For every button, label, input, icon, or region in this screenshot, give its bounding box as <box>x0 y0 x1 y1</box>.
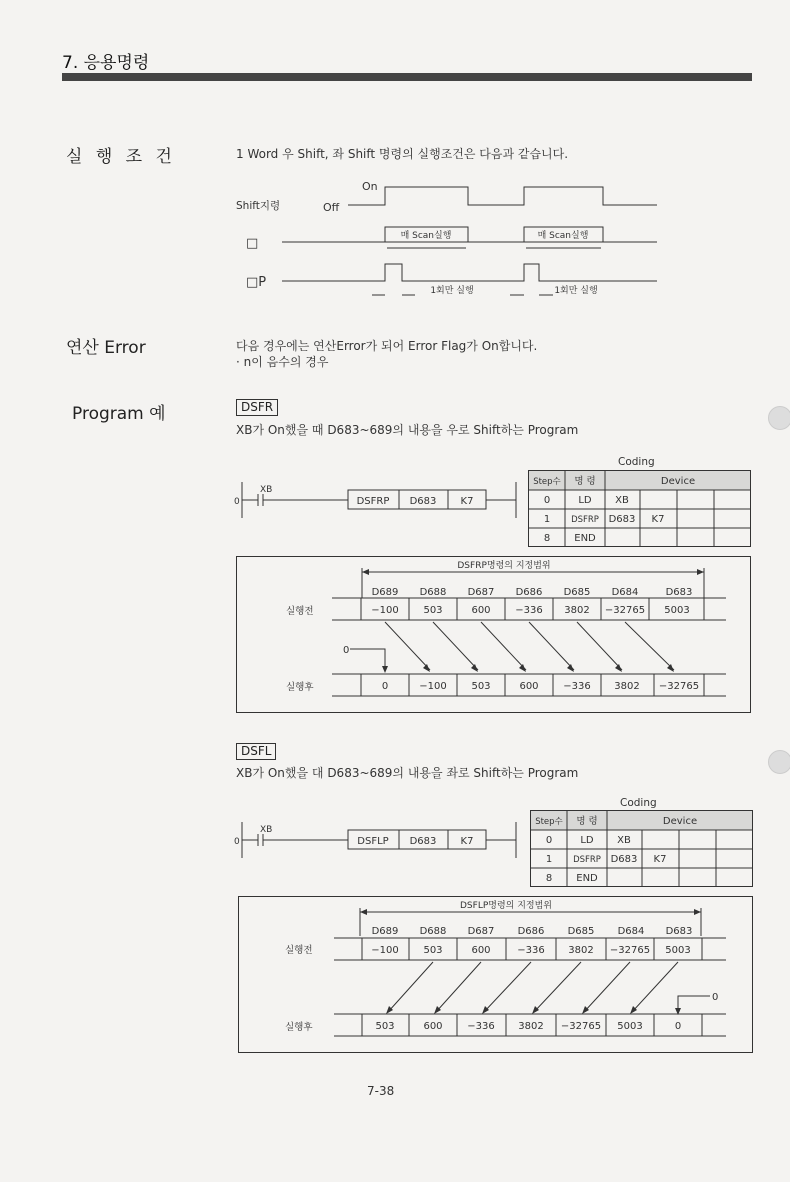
exec-title: 실 행 조 건 <box>66 147 176 167</box>
ladder-contact: XB <box>260 825 273 835</box>
before-value: 600 <box>471 605 491 616</box>
after-value: 3802 <box>518 1021 544 1032</box>
before-value: −32765 <box>604 605 646 616</box>
range-label: DSFLP명령의 지정범위 <box>460 901 552 911</box>
ladder-op1: D683 <box>409 496 437 507</box>
cell-cmd: LD <box>578 495 592 506</box>
once-label-2: 1회만 실행 <box>554 286 598 296</box>
zero-input: 0 <box>712 992 719 1003</box>
after-value: −100 <box>419 681 447 692</box>
after-value: −336 <box>467 1021 495 1032</box>
after-value: 0 <box>381 681 389 692</box>
after-value: 0 <box>674 1021 682 1032</box>
after-value: 3802 <box>614 681 640 692</box>
cell-dev: XB <box>617 835 631 846</box>
sym-pulse: □P <box>246 275 267 290</box>
th-device: Device <box>662 816 698 827</box>
cell-step: 0 <box>545 835 553 846</box>
device-label: D684 <box>611 587 639 598</box>
after-value: 600 <box>423 1021 443 1032</box>
program-title: Program 예 <box>72 404 166 424</box>
device-label: D686 <box>517 926 545 937</box>
th-step: Step수 <box>535 817 563 827</box>
before-value: 5003 <box>665 945 691 956</box>
ladder-step: 0 <box>234 837 240 847</box>
cell-cmd: END <box>574 533 596 544</box>
before-value: −32765 <box>609 945 651 956</box>
ladder-cmd: DSFRP <box>356 496 390 507</box>
device-label: D687 <box>467 926 495 937</box>
device-label: D687 <box>467 587 495 598</box>
cell-dev: XB <box>615 495 629 506</box>
after-value: 600 <box>519 681 539 692</box>
punch-hole <box>768 406 790 430</box>
example2-coding-table <box>530 810 754 888</box>
before-value: 3802 <box>568 945 594 956</box>
before-value: 600 <box>471 945 491 956</box>
once-label-1: 1회만 실행 <box>430 286 474 296</box>
device-label: D689 <box>371 926 399 937</box>
page-number: 7-38 <box>367 1084 395 1098</box>
before-value: −336 <box>515 605 543 616</box>
before-value: 503 <box>423 605 443 616</box>
after-value: 5003 <box>617 1021 643 1032</box>
cell-step: 8 <box>545 873 553 884</box>
sym-normal: □ <box>246 236 259 251</box>
before-label: 실행전 <box>286 606 314 617</box>
cell-step: 1 <box>543 514 551 525</box>
example2-coding: Coding <box>620 797 657 809</box>
before-label: 실행전 <box>285 945 313 956</box>
before-value: 3802 <box>564 605 590 616</box>
device-label: D688 <box>419 926 447 937</box>
device-label: D686 <box>515 587 543 598</box>
ladder-op2: K7 <box>460 836 474 847</box>
cell-step: 0 <box>543 495 551 506</box>
th-step: Step수 <box>533 477 561 487</box>
th-cmd: 명 령 <box>576 816 598 827</box>
example1-coding-table <box>528 470 752 548</box>
device-label: D684 <box>617 926 645 937</box>
example2-label: DSFL <box>236 743 276 760</box>
cell-step: 1 <box>545 854 553 865</box>
ladder-step: 0 <box>234 497 240 507</box>
example1-label: DSFR <box>236 399 278 416</box>
example2-desc: XB가 On했을 대 D683~689의 내용을 좌로 Shift하는 Program <box>236 766 579 780</box>
after-value: −336 <box>563 681 591 692</box>
scan-label-2: 매 Scan실행 <box>537 231 589 241</box>
example2-ladder <box>230 818 530 862</box>
cell-cmd: DSFRP <box>573 855 601 865</box>
before-value: −100 <box>371 605 399 616</box>
ladder-contact: XB <box>260 485 273 495</box>
example1-coding: Coding <box>618 456 655 468</box>
device-label: D683 <box>665 587 693 598</box>
timing-diagram <box>230 175 670 305</box>
cell-dev: K7 <box>651 514 665 525</box>
cell-step: 8 <box>543 533 551 544</box>
shift-label: Shift지령 <box>236 200 281 212</box>
example1-shift-diagram <box>236 556 752 714</box>
before-value: −336 <box>517 945 545 956</box>
zero-input: 0 <box>343 645 350 656</box>
example1-desc: XB가 On했을 때 D683~689의 내용을 우로 Shift하는 Program <box>236 423 579 437</box>
error-title: 연산 Error <box>66 338 146 358</box>
after-value: −32765 <box>560 1021 602 1032</box>
device-label: D689 <box>371 587 399 598</box>
range-label: DSFRP명령의 지정범위 <box>457 561 551 571</box>
punch-hole <box>768 750 790 774</box>
on-label: On <box>362 180 378 193</box>
error-line-2: · n이 음수의 경우 <box>236 355 329 369</box>
after-value: 503 <box>471 681 491 692</box>
ladder-cmd: DSFLP <box>357 836 389 847</box>
before-value: −100 <box>371 945 399 956</box>
after-value: 503 <box>375 1021 395 1032</box>
chapter-title: 7. 응용명령 <box>62 53 150 73</box>
after-label: 실행후 <box>285 1022 313 1033</box>
th-device: Device <box>660 476 696 487</box>
after-label: 실행후 <box>286 682 314 693</box>
device-label: D685 <box>567 926 595 937</box>
example1-ladder <box>230 478 530 522</box>
after-value: −32765 <box>658 681 700 692</box>
device-label: D688 <box>419 587 447 598</box>
exec-desc: 1 Word 우 Shift, 좌 Shift 명령의 실행조건은 다음과 같습니다. <box>236 147 569 161</box>
header-rule <box>62 73 752 81</box>
cell-dev: K7 <box>653 854 667 865</box>
cell-dev: D683 <box>608 514 636 525</box>
before-value: 5003 <box>664 605 690 616</box>
error-line-1: 다음 경우에는 연산Error가 되어 Error Flag가 On합니다. <box>236 339 538 353</box>
off-label: Off <box>323 201 340 214</box>
cell-cmd: LD <box>580 835 594 846</box>
before-value: 503 <box>423 945 443 956</box>
device-label: D683 <box>665 926 693 937</box>
th-cmd: 명 령 <box>574 476 596 487</box>
ladder-op1: D683 <box>409 836 437 847</box>
device-label: D685 <box>563 587 591 598</box>
cell-cmd: END <box>576 873 598 884</box>
cell-cmd: DSFRP <box>571 515 599 525</box>
example2-shift-diagram <box>238 896 754 1054</box>
cell-dev: D683 <box>610 854 638 865</box>
scan-label-1: 매 Scan실행 <box>400 231 452 241</box>
ladder-op2: K7 <box>460 496 474 507</box>
